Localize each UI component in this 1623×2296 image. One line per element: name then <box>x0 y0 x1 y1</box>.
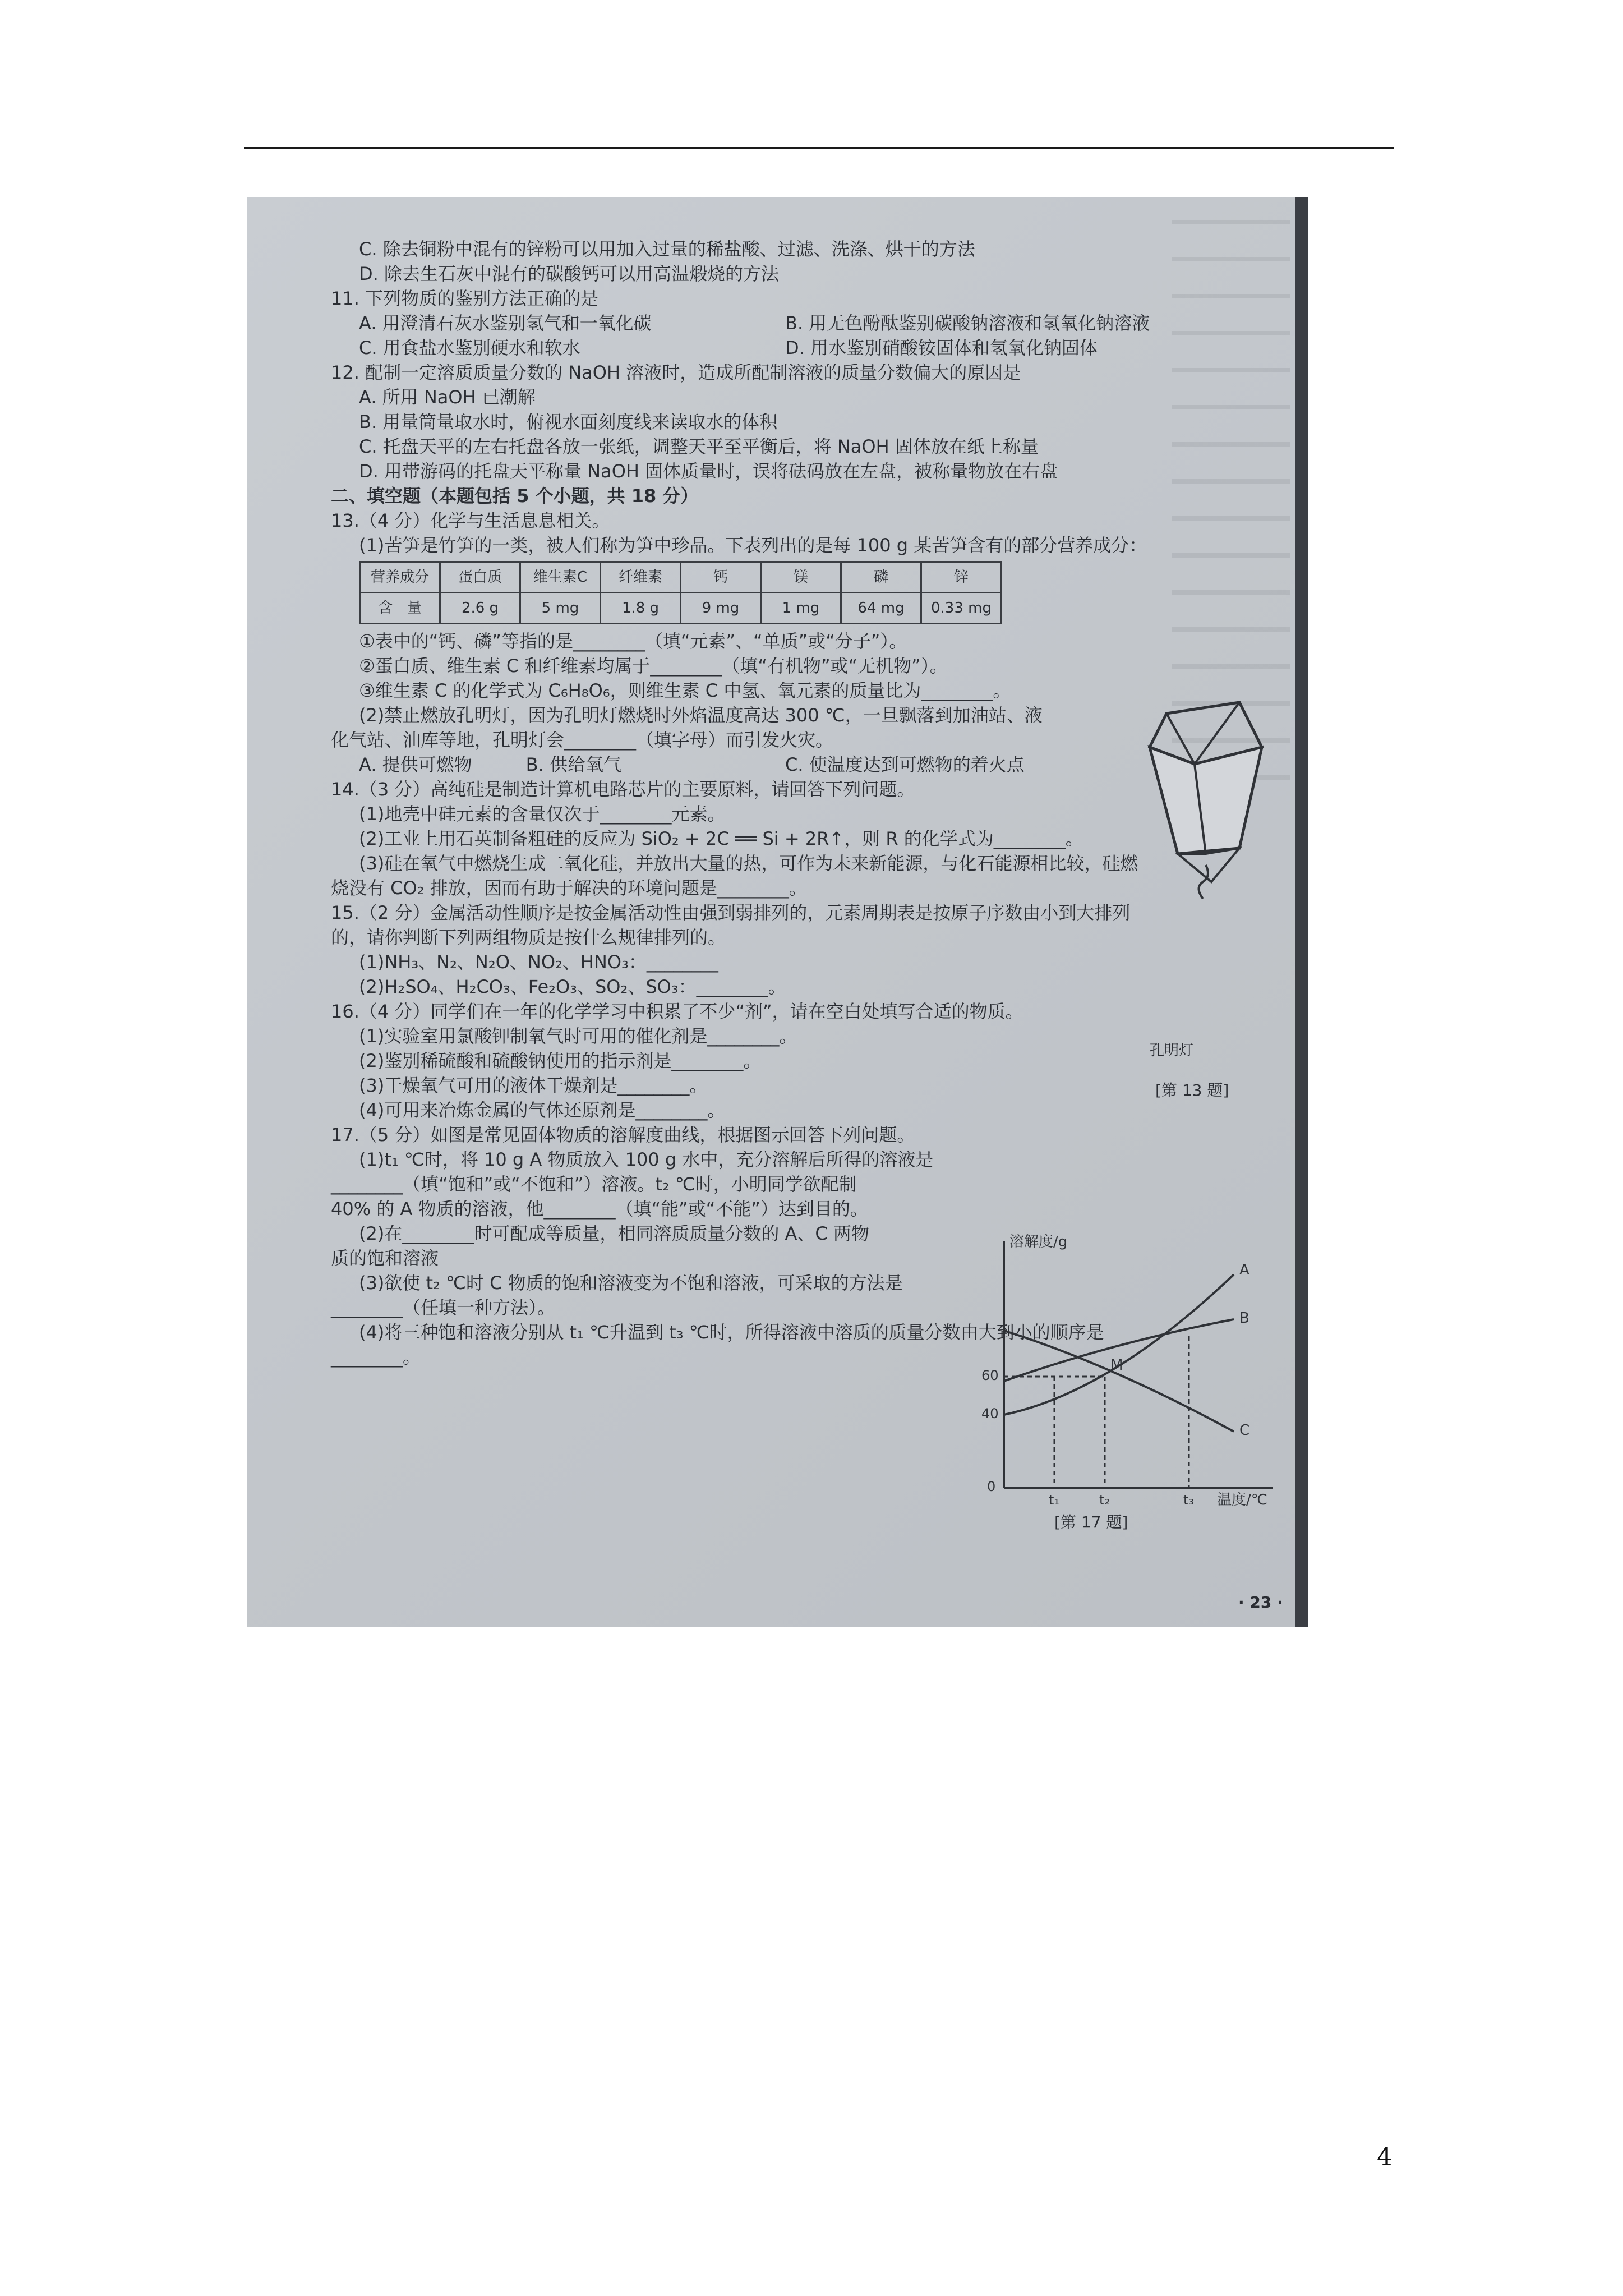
text-line: 14.（3 分）高纯硅是制造计算机电路芯片的主要原料，请回答下列问题。 <box>331 779 915 800</box>
text-line: (3)硅在氧气中燃烧生成二氧化硅，并放出大量的热，可作为未来新能源，与化石能源相比较，硅燃 <box>359 853 1138 874</box>
option-right: D. 用水鉴别硝酸铵固体和氢氧化钠固体 <box>785 337 1098 358</box>
table-cell: 营养成分 <box>360 562 440 593</box>
option-right: C. 使温度达到可燃物的着火点 <box>785 754 1025 775</box>
x-axis-label: 温度/℃ <box>1217 1492 1267 1508</box>
text-line <box>331 335 1200 360</box>
text-line <box>331 311 1200 335</box>
x-tick-t2: t₂ <box>1099 1492 1110 1508</box>
table-cell: 0.33 mg <box>921 593 1002 624</box>
table-cell: 磷 <box>841 562 921 593</box>
header-rule <box>244 147 1394 149</box>
text-line: ①表中的“钙、磷”等指的是________（填“元素”、“单质”或“分子”）。 <box>359 631 907 652</box>
text-line: 的，请你判断下列两组物质是按什么规律排列的。 <box>331 927 726 948</box>
option-left: C. 用食盐水鉴别硬水和软水 <box>359 337 580 358</box>
text-line: (1)NH₃、N₂、N₂O、NO₂、HNO₃：________ <box>359 951 718 973</box>
table-cell: 镁 <box>761 562 841 593</box>
text-line: A. 所用 NaOH 已潮解 <box>359 386 536 408</box>
table-row <box>360 593 1002 624</box>
photo-edge <box>1295 197 1308 1627</box>
table-cell: 维生素C <box>520 562 601 593</box>
text-line: (3)干燥氧气可用的液体干燥剂是________。 <box>359 1075 708 1096</box>
option-right: B. 用无色酚酞鉴别碳酸钠溶液和氢氧化钠溶液 <box>785 312 1150 334</box>
text-line: (4)将三种饱和溶液分别从 t₁ ℃升温到 t₃ ℃时，所得溶液中溶质的质量分数由大到小的顺序是 <box>359 1322 1104 1343</box>
text-line: 11. 下列物质的鉴别方法正确的是 <box>331 288 599 309</box>
page-number: 4 <box>1377 2143 1393 2171</box>
nutrition-table <box>359 561 1002 624</box>
option-left: A. 提供可燃物 B. 供给氧气 <box>359 754 621 775</box>
y-axis-label: 溶解度/g <box>1009 1234 1068 1250</box>
book-page-tag: · 23 · <box>1238 1593 1283 1612</box>
text-line: 15.（2 分）金属活动性顺序是按金属活动性由强到弱排列的，元素周期表是按原子序数由小到大排列 <box>331 902 1131 923</box>
text-line: 16.（4 分）同学们在一年的化学学习中积累了不少“剂”，请在空白处填写合适的物质。 <box>331 1001 1023 1022</box>
text-line <box>331 752 1200 777</box>
table-cell: 9 mg <box>681 593 761 624</box>
curve-c-label: C <box>1239 1422 1250 1439</box>
table-row <box>360 562 1002 593</box>
text-line: D. 用带游码的托盘天平称量 NaOH 固体质量时，误将砝码放在左盘，被称量物放在右盘 <box>359 461 1058 482</box>
text-line: (2)H₂SO₄、H₂CO₃、Fe₂O₃、SO₂、SO₃：________。 <box>359 976 786 997</box>
table-cell: 1.8 g <box>601 593 681 624</box>
table-cell: 纤维素 <box>601 562 681 593</box>
text-line: (2)工业上用石英制备粗硅的反应为 SiO₂ + 2C ══ Si + 2R↑，则 R 的化学式为________。 <box>359 828 1083 849</box>
table-cell: 含 量 <box>360 593 440 624</box>
text-line: 17.（5 分）如图是常见固体物质的溶解度曲线，根据图示回答下列问题。 <box>331 1124 915 1145</box>
text-line: (2)鉴别稀硫酸和硫酸钠使用的指示剂是________。 <box>359 1050 762 1071</box>
text-line: C. 托盘天平的左右托盘各放一张纸，调整天平至平衡后，将 NaOH 固体放在纸上称量 <box>359 436 1039 457</box>
text-line: (2)在________时可配成等质量，相同溶质质量分数的 A、C 两物 <box>359 1223 869 1244</box>
y-tick-0: 0 <box>987 1479 996 1494</box>
text-line: ③维生素 C 的化学式为 C₆H₈O₆，则维生素 C 中氢、氧元素的质量比为________。 <box>359 680 1011 701</box>
text-line: (1)t₁ ℃时，将 10 g A 物质放入 100 g 水中，充分溶解后所得的溶液是 <box>359 1149 934 1170</box>
point-m-label: M <box>1110 1357 1123 1374</box>
lantern-illustration <box>1127 697 1273 932</box>
text-line: 二、填空题（本题包括 5 个小题，共 18 分） <box>331 485 699 507</box>
text-line: 化气站、油库等地，孔明灯会________（填字母）而引发火灾。 <box>331 729 834 751</box>
table-cell: 1 mg <box>761 593 841 624</box>
table-cell: 锌 <box>921 562 1002 593</box>
figure-13-caption: [第 13 题] <box>1155 1081 1229 1099</box>
text-line: C. 除去铜粉中混有的锌粉可以用加入过量的稀盐酸、过滤、洗涤、烘干的方法 <box>359 238 975 260</box>
option-left: A. 用澄清石灰水鉴别氢气和一氧化碳 <box>359 312 652 334</box>
lantern-label: 孔明灯 <box>1150 1042 1194 1059</box>
x-tick-t1: t₁ <box>1049 1492 1060 1508</box>
text-line: (1)实验室用氯酸钾制氧气时可用的催化剂是________。 <box>359 1025 797 1047</box>
text-line: D. 除去生石灰中混有的碳酸钙可以用高温煅烧的方法 <box>359 263 779 284</box>
text-line: ②蛋白质、维生素 C 和纤维素均属于________（填“有机物”或“无机物”）。 <box>359 655 948 677</box>
text-line: (1)地壳中硅元素的含量仅次于________元素。 <box>359 803 726 825</box>
curve-b-label: B <box>1239 1310 1249 1327</box>
text-line: (4)可用来冶炼金属的气体还原剂是________。 <box>359 1099 726 1121</box>
text-line: 烧没有 CO₂ 排放，因而有助于解决的环境问题是________。 <box>331 877 807 899</box>
text-line: (3)欲使 t₂ ℃时 C 物质的饱和溶液变为不饱和溶液，可采取的方法是 <box>359 1272 903 1294</box>
table-cell: 5 mg <box>520 593 601 624</box>
figure-17-caption: [第 17 题] <box>1054 1513 1128 1531</box>
curve-a-label: A <box>1239 1262 1249 1278</box>
text-line: (1)苦笋是竹笋的一类，被人们称为笋中珍品。下表列出的是每 100 g 某苦笋含有的部分营养成分： <box>359 535 1147 556</box>
exam-photo <box>247 197 1308 1627</box>
text-line: ________（填“饱和”或“不饱和”）溶液。t₂ ℃时，小明同学欲配制 <box>331 1174 857 1195</box>
text-line: B. 用量筒量取水时，俯视水面刻度线来读取水的体积 <box>359 411 778 432</box>
exam-text <box>331 237 1200 1369</box>
table-cell: 蛋白质 <box>440 562 520 593</box>
text-line: 质的饱和溶液 <box>331 1248 439 1269</box>
table-cell: 64 mg <box>841 593 921 624</box>
text-line: ________。 <box>331 1346 421 1368</box>
y-tick-60: 60 <box>981 1368 999 1383</box>
table-cell: 2.6 g <box>440 593 520 624</box>
text-line: 40% 的 A 物质的溶液，他________（填“能”或“不能”）达到目的。 <box>331 1198 868 1220</box>
text-line: ________（任填一种方法）。 <box>331 1297 556 1318</box>
solubility-chart <box>970 1230 1284 1510</box>
table-cell: 钙 <box>681 562 761 593</box>
y-tick-40: 40 <box>981 1406 999 1421</box>
text-line: 13.（4 分）化学与生活息息相关。 <box>331 510 610 531</box>
text-line: 12. 配制一定溶质质量分数的 NaOH 溶液时，造成所配制溶液的质量分数偏大的原因是 <box>331 362 1021 383</box>
text-line: (2)禁止燃放孔明灯，因为孔明灯燃烧时外焰温度高达 300 ℃，一旦飘落到加油站、液 <box>359 705 1043 726</box>
x-tick-t3: t₃ <box>1183 1492 1195 1508</box>
